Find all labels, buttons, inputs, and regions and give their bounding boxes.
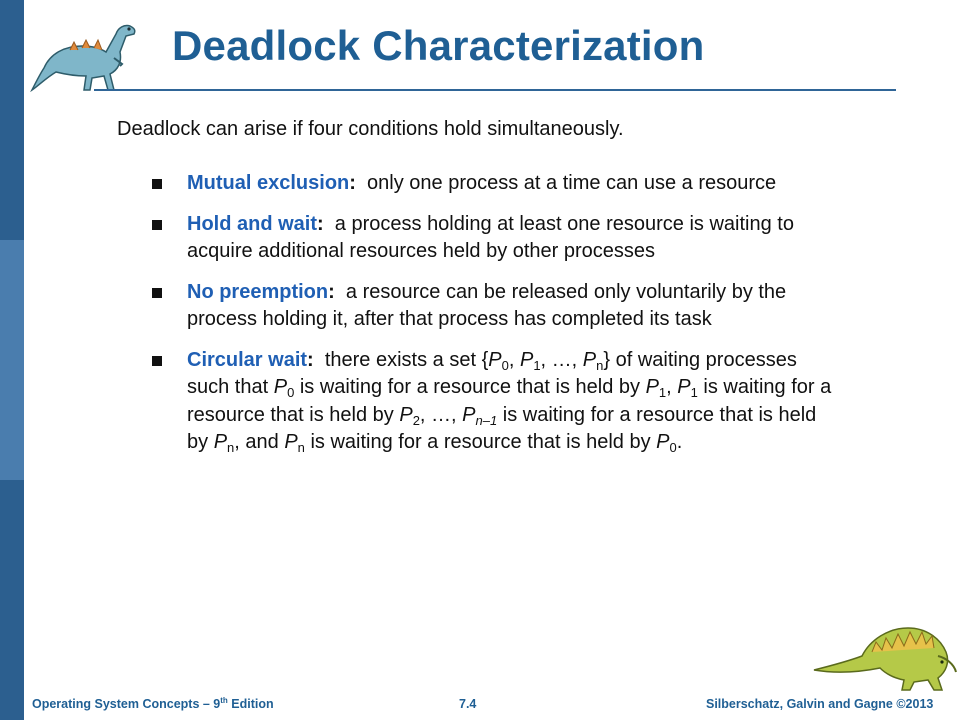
left-side-bar: [0, 0, 24, 720]
condition-text: a resource can be released only voluntarily by the process holding it, after that process has completed its task: [187, 280, 787, 330]
intro-text: Deadlock can arise if four conditions hold simultaneously.: [117, 118, 624, 140]
condition-text: a process holding at least one resource is waiting to acquire additional resources held by other processes: [187, 212, 794, 262]
condition-text: there exists a set {$P_0$, $P_1$, …, $P_n$} of waiting processes such that $P_0$ is waiting for a resource that is held by $P_1$, $P_1$ is waiting for a resource that is held by $P_2$, …, $P_{n-1}$ is waiting for a resource that is held by $P_n$, and $P_n$ is waiting for a resource that is held by $P_0$.: [187, 348, 832, 455]
condition-term: Mutual exclusion: [187, 172, 350, 194]
square-bullet-icon: [152, 220, 162, 230]
footer-book-title: Operating System Concepts – 9th Edition: [32, 696, 274, 711]
dinosaur-icon: [30, 6, 148, 92]
footer-page-number: 7.4: [459, 697, 477, 711]
title-underline: [94, 89, 896, 91]
square-bullet-icon: [152, 288, 162, 298]
list-item: Circular wait: there exists a set {$P_0$, $P_1$, …, $P_n$} of waiting processes such that $P_0$ is waiting for a resource that is held by $P_1$, $P_1$ is waiting for a resource that is held by $P_2$, …, $P_{n-1}$ is waiting for a resource that is held by $P_n$, and $P_n$ is waiting for a resource that is held by $P_0$.: [150, 347, 840, 457]
square-bullet-icon: [152, 356, 162, 366]
list-item: Mutual exclusion: only one process at a time can use a resource: [150, 170, 840, 198]
conditions-list: [150, 170, 840, 470]
list-item: No preemption: a resource can be released only voluntarily by the process holding it, after that process has completed its task: [150, 279, 840, 334]
square-bullet-icon: [152, 179, 162, 189]
condition-term: No preemption: [187, 280, 329, 303]
list-item: Hold and wait: a process holding at least one resource is waiting to acquire additional resources held by other processes: [150, 211, 840, 266]
condition-term: Hold and wait: [187, 212, 317, 235]
condition-term: Circular wait: [187, 348, 308, 371]
dinosaur-icon: [810, 612, 960, 692]
condition-text: only one process at a time can use a resource: [367, 172, 777, 194]
footer-copyright: Silberschatz, Galvin and Gagne ©2013: [706, 697, 934, 711]
slide-title: Deadlock Characterization: [172, 22, 705, 69]
